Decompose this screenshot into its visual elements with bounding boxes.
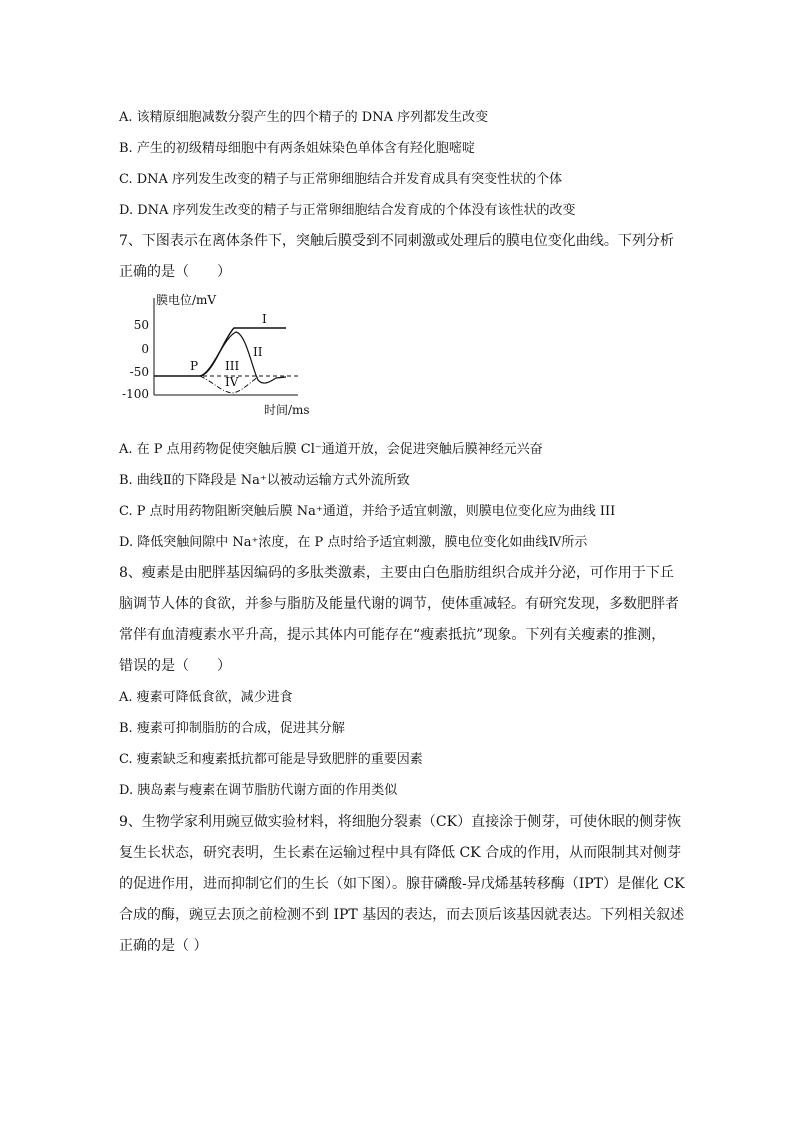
q6-option-a: A. 该精原细胞减数分裂产生的四个精子的 DNA 序列都发生改变: [119, 110, 489, 125]
figure-xlabel: 时间/ms: [264, 403, 310, 417]
tick-minus50: -50: [129, 365, 149, 379]
curve-ii: [200, 332, 286, 383]
q6-option-b: B. 产生的初级精母细胞中有两条姐妹染色单体含有羟化胞嘧啶: [119, 141, 475, 156]
q7-option-d: D. 降低突触间隙中 Na⁺浓度，在 P 点时给予适宜刺激，膜电位变化如曲线Ⅳ所示: [119, 535, 588, 550]
label-curve-iv: IV: [225, 375, 239, 389]
q6-option-c: C. DNA 序列发生改变的精子与正常卵细胞结合并发育成具有突变性状的个体: [119, 172, 563, 187]
q9-stem-line1: 9、生物学家利用豌豆做实验材料，将细胞分裂素（CK）直接涂于侧芽，可使休眠的侧芽恢: [119, 814, 682, 830]
q9-stem-line4: 合成的酶，豌豆去顶之前检测不到 IPT 基因的表达，而去顶后该基因就表达。下列相关叙述: [119, 907, 685, 923]
q8-option-c: C. 瘦素缺乏和瘦素抵抗都可能是导致肥胖的重要因素: [119, 752, 423, 767]
q9-stem-line3: 的促进作用，进而抑制它们的生长（如下图）。腺苷磷酸-异戊烯基转移酶（IPT）是催化 CK: [119, 876, 685, 892]
q8-stem-line2: 脑调节人体的食欲，并参与脂肪及能量代谢的调节，使体重减轻。有研究发现，多数肥胖者: [119, 596, 679, 612]
q6-option-d: D. DNA 序列发生改变的精子与正常卵细胞结合发育成的个体没有该性状的改变: [119, 203, 576, 218]
q7-stem-line1: 7、下图表示在离体条件下，突触后膜受到不同刺激或处理后的膜电位变化曲线。下列分析: [119, 233, 674, 249]
q7-stem-line2: 正确的是（ ）: [119, 264, 231, 280]
q8-stem-line4: 错误的是（ ）: [119, 658, 231, 674]
q8-option-b: B. 瘦素可抑制脂肪的合成，促进其分解: [119, 721, 345, 736]
tick-0: 0: [141, 342, 149, 356]
label-curve-iii: III: [225, 359, 240, 373]
membrane-potential-figure: [118, 288, 328, 420]
label-curve-i: I: [262, 312, 267, 326]
label-point-p: P: [190, 359, 199, 373]
tick-50: 50: [133, 318, 149, 332]
q8-option-a: A. 瘦素可降低食欲，减少进食: [119, 690, 293, 705]
q7-option-b: B. 曲线Ⅱ的下降段是 Na⁺以被动运输方式外流所致: [119, 473, 410, 488]
q8-stem-line3: 常伴有血清瘦素水平升高，提示其体内可能存在“瘦素抵抗”现象。下列有关瘦素的推测，: [119, 627, 666, 643]
q7-option-a: A. 在 P 点用药物促使突触后膜 Cl⁻通道开放，会促进突触后膜神经元兴奋: [119, 442, 543, 457]
q9-stem-line2: 复生长状态，研究表明，生长素在运输过程中具有降低 CK 合成的作用，从而限制其对侧芽: [119, 845, 682, 861]
q7-option-c: C. P 点时用药物阻断突触后膜 Na⁺通道，并给予适宜刺激，则膜电位变化应为曲线 III: [119, 504, 616, 519]
figure-ylabel: 膜电位/mV: [156, 293, 217, 307]
q8-stem-line1: 8、瘦素是由肥胖基因编码的多肽类激素，主要由白色脂肪组织合成并分泌，可作用于下丘: [119, 565, 674, 581]
tick-minus100: -100: [122, 387, 149, 401]
q8-option-d: D. 胰岛素与瘦素在调节脂肪代谢方面的作用类似: [119, 783, 398, 798]
label-curve-ii: II: [253, 345, 263, 359]
q9-stem-line5: 正确的是（ ）: [119, 938, 208, 954]
